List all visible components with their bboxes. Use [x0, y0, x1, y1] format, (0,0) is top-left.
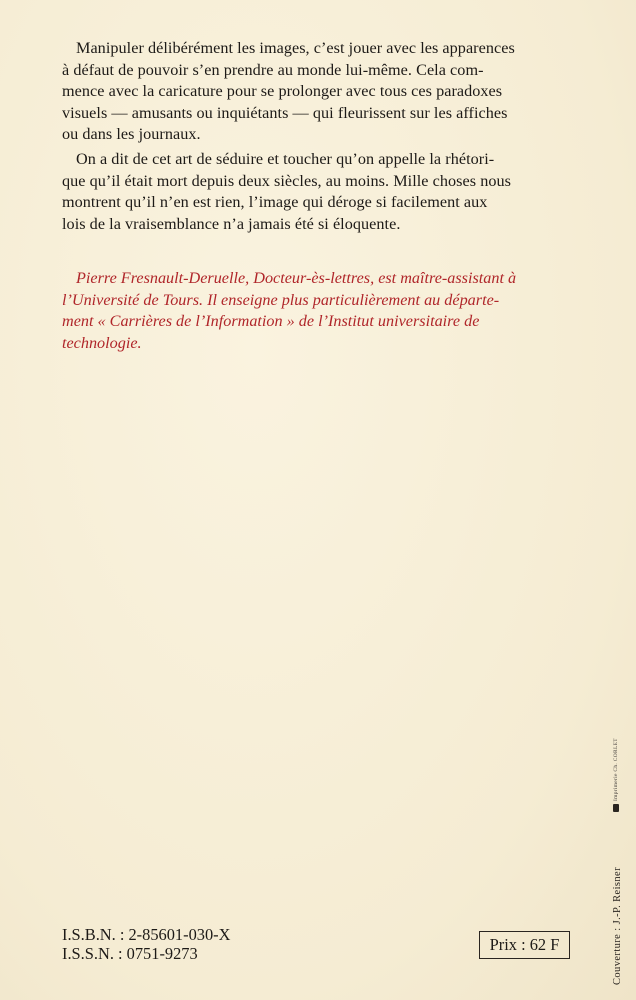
isbn: I.S.B.N. : 2-85601-030-X [62, 925, 231, 944]
blurb-paragraph-1: Manipuler délibérément les images, c’est jouer avec les apparences à défaut de pouvoir s’en prendre au monde lui-même. Cela com- mence avec la caricature pour se prolonger avec tous ces paradoxes visuels — amusants ou inquiétants — qui fleurissent sur les affiches ou dans les journaux. [62, 39, 515, 144]
printer-credit-text: Imprimerie Ch. CORLET [613, 738, 619, 801]
blurb-text [62, 38, 572, 235]
author-bio: Pierre Fresnault-Deruelle, Docteur-ès-lettres, est maître-assistant à l’Université de Tours. Il enseigne plus particulièrement au départe- ment « Carrières de l’Information » de l’Institut universitaire de technologie. [62, 269, 517, 352]
identifiers [62, 925, 230, 963]
price-box: Prix : 62 F [479, 931, 570, 959]
printer-logo-icon [613, 804, 619, 812]
issn: I.S.S.N. : 0751-9273 [62, 944, 198, 963]
blurb-paragraph-2: On a dit de cet art de séduire et toucher qu’on appelle la rhétori- que qu’il était mort depuis deux siècles, au moins. Mille choses nous montrent qu’il n’en est rien, l’image qui déroge si facilement aux lois de la vraisemblance n’a jamais été si éloquente. [62, 149, 511, 233]
printer-credit [613, 738, 619, 812]
cover-credit: Couverture : J.-P. Reisner [612, 866, 623, 985]
